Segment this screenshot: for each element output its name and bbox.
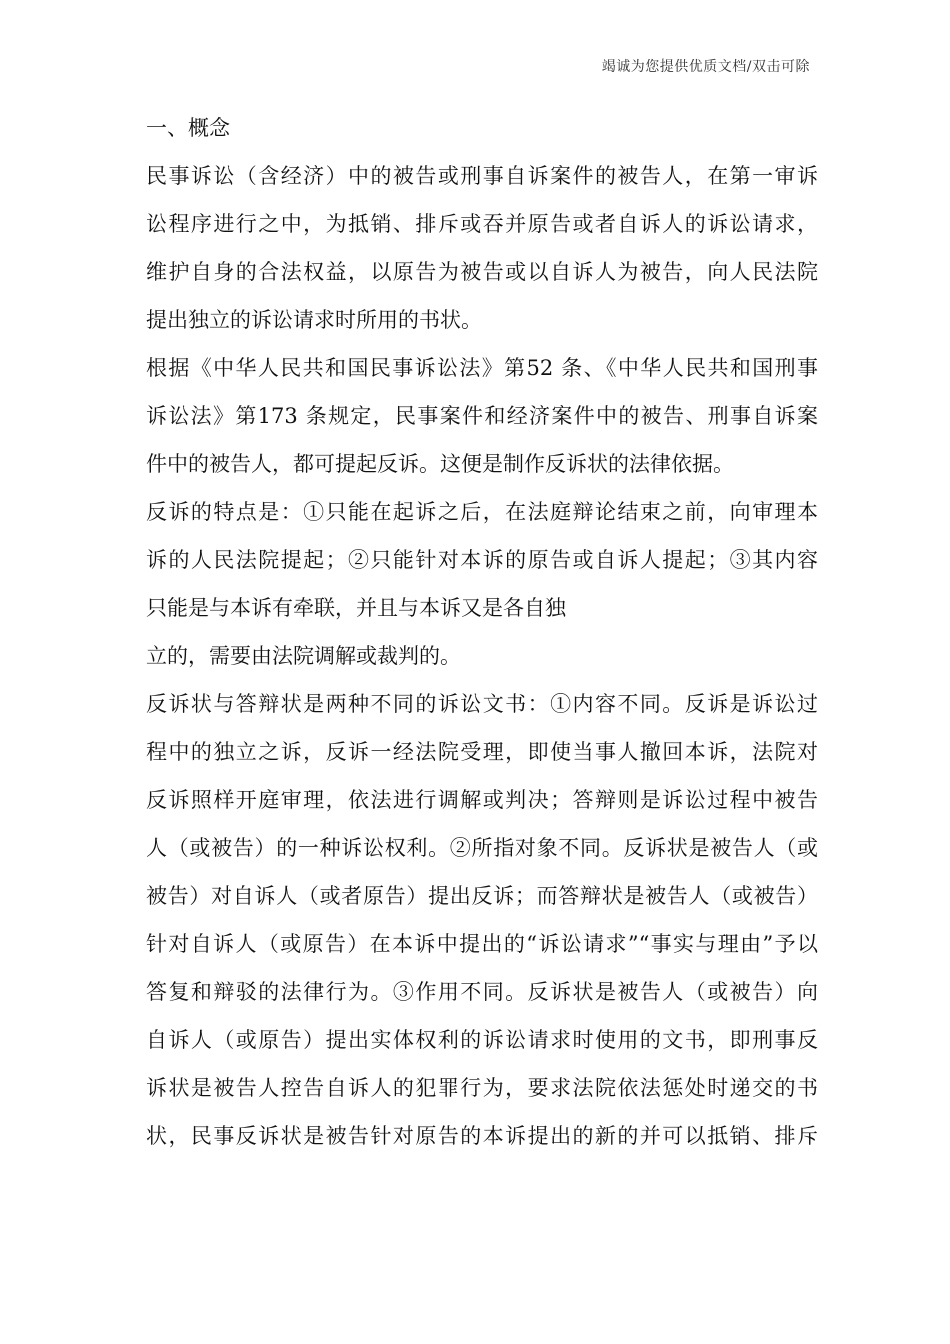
text-line: 针对自诉人（或原告）在本诉中提出的“诉讼请求”“事实与理由”予以: [146, 932, 818, 956]
text-line: 自诉人（或原告）提出实体权利的诉讼请求时使用的文书，即刑事反: [146, 1028, 818, 1052]
text-line: 立的，需要由法院调解或裁判的。: [146, 644, 461, 668]
text-line: 被告）对自诉人（或者原告）提出反诉；而答辩状是被告人（或被告）: [146, 884, 818, 908]
text-line: 件中的被告人，都可提起反诉。这便是制作反诉状的法律依据。: [146, 452, 734, 476]
text-line: 根据《中华人民共和国民事诉讼法》第52 条、《中华人民共和国刑事: [146, 356, 818, 380]
text-line: 提出独立的诉讼请求时所用的书状。: [146, 308, 482, 332]
text-line: 诉状是被告人控告自诉人的犯罪行为，要求法院依法惩处时递交的书: [146, 1076, 818, 1100]
text-line: 程中的独立之诉，反诉一经法院受理，即使当事人撤回本诉，法院对: [146, 740, 818, 764]
text-line: 讼程序进行之中，为抵销、排斥或吞并原告或者自诉人的诉讼请求，: [146, 212, 818, 236]
text-line: 只能是与本诉有牵联，并且与本诉又是各自独: [146, 596, 566, 620]
text-line: 状，民事反诉状是被告针对原告的本诉提出的新的并可以抵销、排斥: [146, 1124, 818, 1148]
text-line: 答复和辩驳的法律行为。③作用不同。反诉状是被告人（或被告）向: [146, 980, 818, 1004]
text-line: 诉讼法》第173 条规定，民事案件和经济案件中的被告、刑事自诉案: [146, 404, 818, 428]
text-line: 反诉状与答辩状是两种不同的诉讼文书：①内容不同。反诉是诉讼过: [146, 692, 818, 716]
section-heading: 一、概念: [146, 116, 230, 140]
header-note: 竭诚为您提供优质文档/双击可除: [601, 59, 810, 75]
text-line: 反诉的特点是：①只能在起诉之后，在法庭辩论结束之前，向审理本: [146, 500, 818, 524]
text-line: 维护自身的合法权益，以原告为被告或以自诉人为被告，向人民法院: [146, 260, 818, 284]
text-line: 民事诉讼（含经济）中的被告或刑事自诉案件的被告人，在第一审诉: [146, 164, 818, 188]
text-line: 反诉照样开庭审理，依法进行调解或判决；答辩则是诉讼过程中被告: [146, 788, 818, 812]
document-body: [146, 104, 818, 1160]
text-line: 诉的人民法院提起；②只能针对本诉的原告或自诉人提起；③其内容: [146, 548, 818, 572]
text-line: 人（或被告）的一种诉讼权利。②所指对象不同。反诉状是被告人（或: [146, 836, 818, 860]
